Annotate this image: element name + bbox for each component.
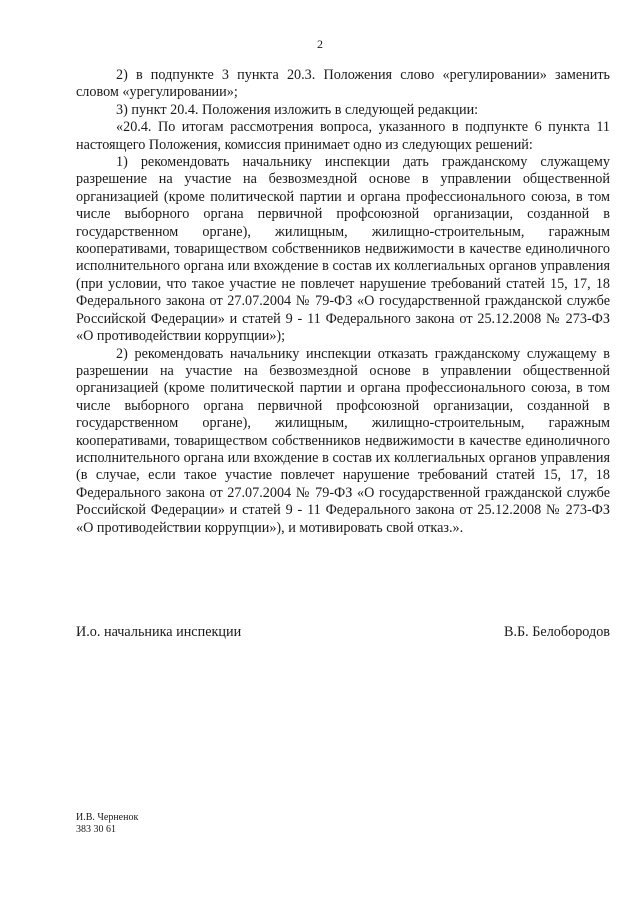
paragraph-item-2: 2) в подпункте 3 пункта 20.3. Положения слово «регулировании» заменить словом «урегулировании»;: [76, 67, 610, 101]
document-body: [76, 67, 610, 537]
signatory-name: В.Б. Белобородов: [504, 624, 610, 640]
paragraph-item-3: 3) пункт 20.4. Положения изложить в следующей редакции:: [116, 101, 479, 118]
signature-block: [76, 623, 610, 641]
paragraph-clause-20-4: «20.4. По итогам рассмотрения вопроса, указанного в подпункте 6 пункта 11 настоящего Положения, комиссия принимает одно из следующих решений:: [76, 119, 610, 153]
executor-phone: 383 30 61: [76, 824, 116, 835]
signatory-position: И.о. начальника инспекции: [76, 624, 242, 640]
executor-name: И.В. Черненок: [76, 812, 139, 823]
paragraph-decision-2: 2) рекомендовать начальнику инспекции отказать гражданскому служащему в разрешении на участие на безвозмездной основе в управлении общественной организацией (кроме политической партии и органа профессионального союза, в том числе выборного органа первичной профсоюзной организации, созданной в государственном органе), жилищным, жилищно-строительным, гаражным кооперативами, товариществом собственников недвижимости в качестве единоличного исполнительного органа или вхождение в состав их коллегиальных органов управления (в случае, если такое участие повлечет нарушение требований статей 15, 17, 18 Федерального закона от 27.07.2004 № 79-ФЗ «О государственной гражданской службе Российской Федерации» и статей 9 - 11 Федерального закона от 25.12.2008 № 273-ФЗ «О противодействии коррупции»), и мотивировать свой отказ.».: [76, 345, 610, 536]
page-number: 2: [317, 37, 323, 51]
paragraph-decision-1: 1) рекомендовать начальнику инспекции дать гражданскому служащему разрешение на участие на безвозмездной основе в управлении общественной организацией (кроме политической партии и органа профессионального союза, в том числе выборного органа первичной профсоюзной организации, созданной в государственном органе), жилищным, жилищно-строительным, гаражным кооперативами, товариществом собственников недвижимости в качестве единоличного исполнительного органа или вхождение в состав их коллегиальных органов управления (при условии, что такое участие не повлечет нарушение требований статей 15, 17, 18 Федерального закона от 27.07.2004 № 79-ФЗ «О государственной гражданской службе Российской Федерации» и статей 9 - 11 Федерального закона от 25.12.2008 № 273-ФЗ «О противодействии коррупции»);: [76, 154, 610, 345]
executor-footer: [76, 812, 138, 836]
